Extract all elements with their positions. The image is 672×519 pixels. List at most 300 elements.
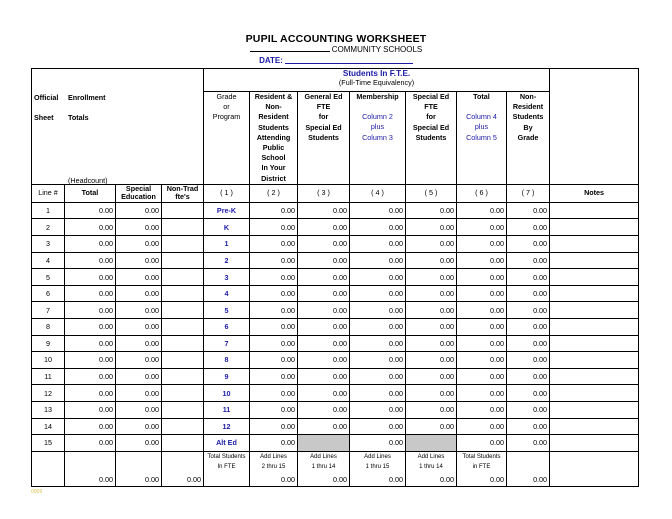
footer-label-line: Total Students <box>207 453 246 460</box>
cell-col5[interactable] <box>406 435 457 452</box>
nonres-header-line: Non- <box>519 92 537 101</box>
grade-header-line: Program <box>212 112 241 122</box>
cell-col4[interactable]: 0.00 <box>350 219 406 236</box>
footer-label-line: Total Students <box>462 453 501 460</box>
cell-total[interactable]: 0.00 <box>65 435 116 452</box>
cell-col6[interactable]: 0.00 <box>457 435 507 452</box>
cell-nontrad[interactable] <box>162 318 204 335</box>
cell-total[interactable]: 0.00 <box>65 385 116 402</box>
cell-grade: 7 <box>204 335 250 352</box>
cell-col4[interactable]: 0.00 <box>350 269 406 286</box>
cell-col5[interactable]: 0.00 <box>406 219 457 236</box>
cell-nontrad[interactable] <box>162 435 204 452</box>
total-header <box>457 92 507 185</box>
footer-value-c6[interactable]: 0.00 <box>457 473 507 486</box>
fte-header: Students In F.T.E. <box>342 69 411 78</box>
cell-col5[interactable]: 0.00 <box>406 352 457 369</box>
line-number: 6 <box>32 285 65 302</box>
footer-label-c6 <box>457 451 507 473</box>
worksheet-table <box>31 68 639 487</box>
cell-col2[interactable]: 0.00 <box>250 352 298 369</box>
cell-col6[interactable]: 0.00 <box>457 302 507 319</box>
footer-cell-nontrad <box>162 451 204 473</box>
cell-notes[interactable] <box>550 401 639 418</box>
cell-total[interactable]: 0.00 <box>65 202 116 219</box>
footer-label-line: in FTE <box>472 463 491 470</box>
cell-col3[interactable]: 0.00 <box>298 368 350 385</box>
table-row <box>32 385 639 402</box>
cell-col7[interactable]: 0.00 <box>507 236 550 253</box>
cell-col7[interactable]: 0.00 <box>507 285 550 302</box>
footer-value-special[interactable]: 0.00 <box>116 473 162 486</box>
sped-header-line: Students <box>415 132 447 142</box>
col-label-5: ( 5 ) <box>406 184 457 202</box>
table-row <box>32 418 639 435</box>
table-row <box>32 368 639 385</box>
line-number: 10 <box>32 352 65 369</box>
cell-col6[interactable]: 0.00 <box>457 269 507 286</box>
cell-col4[interactable]: 0.00 <box>350 302 406 319</box>
col-label-nontrad <box>162 184 204 202</box>
line-number: 2 <box>32 219 65 236</box>
cell-notes[interactable] <box>550 302 639 319</box>
cell-col7[interactable]: 0.00 <box>507 219 550 236</box>
nonres-header-line: Grade <box>517 132 539 142</box>
line-number: 15 <box>32 435 65 452</box>
line-number: 3 <box>32 236 65 253</box>
cell-col4[interactable]: 0.00 <box>350 202 406 219</box>
cell-col5[interactable]: 0.00 <box>406 252 457 269</box>
cell-col7[interactable]: 0.00 <box>507 335 550 352</box>
cell-col5[interactable]: 0.00 <box>406 401 457 418</box>
membership-header <box>350 92 406 185</box>
cell-special-ed[interactable]: 0.00 <box>116 435 162 452</box>
col-label-6: ( 6 ) <box>457 184 507 202</box>
footer-value-total[interactable]: 0.00 <box>65 473 116 486</box>
cell-col4[interactable]: 0.00 <box>350 252 406 269</box>
col-label-1: ( 1 ) <box>204 184 250 202</box>
cell-grade: 5 <box>204 302 250 319</box>
membership-header-line: Column 2 <box>362 112 393 122</box>
cell-col5[interactable]: 0.00 <box>406 385 457 402</box>
cell-notes[interactable] <box>550 236 639 253</box>
school-name-line <box>0 45 672 54</box>
resident-header <box>250 92 298 185</box>
cell-col3[interactable]: 0.00 <box>298 285 350 302</box>
table-row <box>32 401 639 418</box>
cell-grade: 12 <box>204 418 250 435</box>
table-row <box>32 219 639 236</box>
line-number: 9 <box>32 335 65 352</box>
cell-notes[interactable] <box>550 418 639 435</box>
col-label-notes: Notes <box>550 184 639 202</box>
gen-ed-header-line: FTE <box>316 102 331 112</box>
gen-ed-header-line: for <box>318 112 329 122</box>
cell-total[interactable]: 0.00 <box>65 335 116 352</box>
footer-value-line <box>32 473 65 486</box>
cell-col2[interactable]: 0.00 <box>250 219 298 236</box>
cell-notes[interactable] <box>550 252 639 269</box>
cell-total[interactable]: 0.00 <box>65 285 116 302</box>
sheet-label: Sheet <box>34 113 54 122</box>
col-label-total: Total <box>65 184 116 202</box>
resident-header-line: District <box>261 173 286 183</box>
footer-value-c7[interactable]: 0.00 <box>507 473 550 486</box>
total-header-title: Total <box>473 92 490 101</box>
table-row <box>32 202 639 219</box>
table-row <box>32 335 639 352</box>
cell-col4[interactable]: 0.00 <box>350 401 406 418</box>
worksheet-title: PUPIL ACCOUNTING WORKSHEET <box>245 33 427 45</box>
footer-label-line: 1 thru 14 <box>311 463 336 470</box>
footer-label-c4 <box>350 451 406 473</box>
resident-header-line: School <box>261 153 286 163</box>
cell-total[interactable]: 0.00 <box>65 352 116 369</box>
cell-col3[interactable]: 0.00 <box>298 269 350 286</box>
cell-special-ed[interactable]: 0.00 <box>116 368 162 385</box>
cell-col6[interactable]: 0.00 <box>457 252 507 269</box>
cell-col6[interactable]: 0.00 <box>457 335 507 352</box>
cell-col5[interactable]: 0.00 <box>406 285 457 302</box>
cell-total[interactable]: 0.00 <box>65 219 116 236</box>
cell-col6[interactable]: 0.00 <box>457 368 507 385</box>
membership-header-line: plus <box>370 122 385 132</box>
footer-cell-notes <box>550 451 639 473</box>
cell-special-ed[interactable]: 0.00 <box>116 285 162 302</box>
cell-total[interactable]: 0.00 <box>65 401 116 418</box>
cell-col5[interactable]: 0.00 <box>406 368 457 385</box>
footer-label-grade <box>204 451 250 473</box>
cell-col2[interactable]: 0.00 <box>250 385 298 402</box>
table-row <box>32 269 639 286</box>
footer-cell-total <box>65 451 116 473</box>
cell-special-ed[interactable]: 0.00 <box>116 202 162 219</box>
cell-col3[interactable]: 0.00 <box>298 219 350 236</box>
cell-col2[interactable]: 0.00 <box>250 318 298 335</box>
cell-nontrad[interactable] <box>162 418 204 435</box>
line-number: 4 <box>32 252 65 269</box>
cell-col7[interactable]: 0.00 <box>507 202 550 219</box>
cell-col5[interactable]: 0.00 <box>406 335 457 352</box>
cell-notes[interactable] <box>550 202 639 219</box>
cell-nontrad[interactable] <box>162 285 204 302</box>
cell-notes[interactable] <box>550 269 639 286</box>
table-row <box>32 435 639 452</box>
cell-col7[interactable]: 0.00 <box>507 318 550 335</box>
cell-nontrad[interactable] <box>162 252 204 269</box>
cell-notes[interactable] <box>550 335 639 352</box>
gen-ed-fte-header <box>298 92 350 185</box>
enrollment-label: Enrollment <box>68 93 106 102</box>
cell-special-ed[interactable]: 0.00 <box>116 318 162 335</box>
headcount-label: (Headcount) <box>68 176 108 185</box>
nonresident-header <box>507 92 550 185</box>
grade-header-line: Grade <box>216 92 237 101</box>
footer-value-notes[interactable] <box>550 473 639 486</box>
cell-nontrad[interactable] <box>162 368 204 385</box>
cell-col2[interactable]: 0.00 <box>250 302 298 319</box>
footer-label-line: Add Lines <box>417 453 445 460</box>
cell-nontrad[interactable] <box>162 302 204 319</box>
cell-col4[interactable]: 0.00 <box>350 435 406 452</box>
cell-special-ed[interactable]: 0.00 <box>116 236 162 253</box>
cell-special-ed[interactable]: 0.00 <box>116 418 162 435</box>
cell-col2[interactable]: 0.00 <box>250 335 298 352</box>
cell-nontrad[interactable] <box>162 236 204 253</box>
cell-nontrad[interactable] <box>162 401 204 418</box>
cell-col4[interactable]: 0.00 <box>350 352 406 369</box>
cell-grade: K <box>204 219 250 236</box>
school-name-blank[interactable] <box>250 51 330 52</box>
nonres-header-line: Resident <box>512 102 544 112</box>
cell-col4[interactable]: 0.00 <box>350 318 406 335</box>
cell-grade: 6 <box>204 318 250 335</box>
col-label-2: ( 2 ) <box>250 184 298 202</box>
cell-grade: 4 <box>204 285 250 302</box>
cell-col6[interactable]: 0.00 <box>457 219 507 236</box>
subtitle: COMMUNITY SCHOOLS <box>331 45 423 54</box>
footer-label-line: 2 thru 15 <box>261 463 286 470</box>
cell-col2[interactable]: 0.00 <box>250 418 298 435</box>
cell-col6[interactable]: 0.00 <box>457 401 507 418</box>
fte-caption <box>204 69 550 92</box>
table-row <box>32 302 639 319</box>
official-label: Official <box>34 93 59 102</box>
cell-col4[interactable]: 0.00 <box>350 335 406 352</box>
cell-col6[interactable]: 0.00 <box>457 385 507 402</box>
col-label-nontrad-line: Non-Trad <box>166 184 199 194</box>
cell-grade: 8 <box>204 352 250 369</box>
footer-label-line: 1 thru 15 <box>365 463 390 470</box>
cell-special-ed[interactable]: 0.00 <box>116 401 162 418</box>
cell-col7[interactable]: 0.00 <box>507 435 550 452</box>
cell-nontrad[interactable] <box>162 335 204 352</box>
col-label-special <box>116 184 162 202</box>
resident-header-line: Students <box>258 122 289 132</box>
table-row <box>32 252 639 269</box>
date-blank[interactable] <box>285 63 413 64</box>
cell-col5[interactable]: 0.00 <box>406 236 457 253</box>
cell-nontrad[interactable] <box>162 269 204 286</box>
cell-col7[interactable]: 0.00 <box>507 252 550 269</box>
cell-col3[interactable]: 0.00 <box>298 352 350 369</box>
cell-col4[interactable]: 0.00 <box>350 285 406 302</box>
fte-subheader: (Full-Time Equivalency) <box>338 78 415 87</box>
cell-special-ed[interactable]: 0.00 <box>116 219 162 236</box>
gen-ed-header-line: Special Ed <box>305 122 342 132</box>
resident-header-line: Resident & <box>254 92 293 101</box>
membership-header-line: Column 3 <box>362 132 393 142</box>
cell-grade: Pre-K <box>204 202 250 219</box>
cell-col5[interactable]: 0.00 <box>406 318 457 335</box>
col-label-line: Line # <box>32 184 65 202</box>
totals-label: Totals <box>68 113 89 122</box>
left-header-block <box>32 69 204 185</box>
cell-col7[interactable]: 0.00 <box>507 401 550 418</box>
cell-col2[interactable]: 0.00 <box>250 401 298 418</box>
cell-col7[interactable]: 0.00 <box>507 418 550 435</box>
cell-col7[interactable]: 0.00 <box>507 385 550 402</box>
footer-cell-c7 <box>507 451 550 473</box>
grade-header-line: or <box>223 102 230 112</box>
cell-nontrad[interactable] <box>162 202 204 219</box>
cell-col2[interactable]: 0.00 <box>250 368 298 385</box>
cell-total[interactable]: 0.00 <box>65 236 116 253</box>
sped-header-line: Special Ed <box>412 92 450 101</box>
col-label-special-line: Special <box>125 184 152 194</box>
cell-nontrad[interactable] <box>162 352 204 369</box>
cell-col3[interactable]: 0.00 <box>298 202 350 219</box>
footnote: 0009 <box>31 489 43 495</box>
cell-grade: 10 <box>204 385 250 402</box>
cell-notes[interactable] <box>550 318 639 335</box>
resident-header-line: Non- <box>265 102 282 112</box>
cell-col2[interactable]: 0.00 <box>250 269 298 286</box>
cell-col7[interactable]: 0.00 <box>507 352 550 369</box>
cell-col2[interactable]: 0.00 <box>250 202 298 219</box>
total-header-line: Column 5 <box>466 132 497 142</box>
sped-header-line: Special Ed <box>412 122 450 132</box>
cell-col2[interactable]: 0.00 <box>250 285 298 302</box>
col-label-7: ( 7 ) <box>507 184 550 202</box>
nonres-header-line: By <box>523 122 533 132</box>
cell-col4[interactable]: 0.00 <box>350 418 406 435</box>
cell-col3[interactable]: 0.00 <box>298 418 350 435</box>
cell-col2[interactable]: 0.00 <box>250 435 298 452</box>
cell-notes[interactable] <box>550 219 639 236</box>
cell-grade: 9 <box>204 368 250 385</box>
line-number: 1 <box>32 202 65 219</box>
footer-label-c3 <box>298 451 350 473</box>
cell-col6[interactable]: 0.00 <box>457 285 507 302</box>
footer-value-c4[interactable]: 0.00 <box>350 473 406 486</box>
grade-header <box>204 92 250 185</box>
col-label-3: ( 3 ) <box>298 184 350 202</box>
cell-col5[interactable]: 0.00 <box>406 269 457 286</box>
cell-total[interactable]: 0.00 <box>65 318 116 335</box>
cell-col4[interactable]: 0.00 <box>350 385 406 402</box>
cell-col2[interactable]: 0.00 <box>250 236 298 253</box>
cell-col6[interactable]: 0.00 <box>457 202 507 219</box>
cell-special-ed[interactable]: 0.00 <box>116 269 162 286</box>
cell-grade: Alt Ed <box>204 435 250 452</box>
cell-grade: 11 <box>204 401 250 418</box>
cell-grade: 1 <box>204 236 250 253</box>
cell-col5[interactable]: 0.00 <box>406 202 457 219</box>
footer-value-grade <box>204 473 250 486</box>
cell-notes[interactable] <box>550 285 639 302</box>
cell-notes[interactable] <box>550 368 639 385</box>
cell-total[interactable]: 0.00 <box>65 269 116 286</box>
cell-grade: 3 <box>204 269 250 286</box>
line-number: 12 <box>32 385 65 402</box>
cell-col5[interactable]: 0.00 <box>406 302 457 319</box>
cell-special-ed[interactable]: 0.00 <box>116 385 162 402</box>
cell-col6[interactable]: 0.00 <box>457 352 507 369</box>
cell-col3[interactable]: 0.00 <box>298 401 350 418</box>
resident-header-line: Resident <box>258 112 289 122</box>
footer-label-c2 <box>250 451 298 473</box>
membership-header-title: Membership <box>356 92 399 101</box>
footer-label-line: Add Lines <box>310 453 337 460</box>
cell-notes[interactable] <box>550 385 639 402</box>
footer-label-line: Add Lines <box>260 453 287 460</box>
cell-notes[interactable] <box>550 435 639 452</box>
line-number: 5 <box>32 269 65 286</box>
cell-col6[interactable]: 0.00 <box>457 236 507 253</box>
total-header-line: Column 4 <box>466 112 497 122</box>
resident-header-line: In Your <box>261 163 286 173</box>
table-row <box>32 285 639 302</box>
footer-cell-line <box>32 451 65 473</box>
footer-value-c5[interactable]: 0.00 <box>406 473 457 486</box>
cell-col3[interactable]: 0.00 <box>298 302 350 319</box>
cell-col4[interactable]: 0.00 <box>350 368 406 385</box>
date-line <box>0 56 672 65</box>
table-row <box>32 236 639 253</box>
footer-value-c2[interactable]: 0.00 <box>250 473 298 486</box>
col-label-4: ( 4 ) <box>350 184 406 202</box>
cell-col7[interactable]: 0.00 <box>507 368 550 385</box>
footer-value-c3[interactable]: 0.00 <box>298 473 350 486</box>
table-row <box>32 318 639 335</box>
cell-special-ed[interactable]: 0.00 <box>116 302 162 319</box>
gen-ed-header-line: General Ed <box>304 92 343 101</box>
date-label: DATE: <box>259 56 283 65</box>
cell-col3[interactable]: 0.00 <box>298 335 350 352</box>
footer-label-line: 1 thru 14 <box>419 463 443 470</box>
footer-cell-special <box>116 451 162 473</box>
line-number: 14 <box>32 418 65 435</box>
notes-header-space <box>550 69 639 185</box>
cell-col7[interactable]: 0.00 <box>507 269 550 286</box>
cell-special-ed[interactable]: 0.00 <box>116 352 162 369</box>
cell-col5[interactable]: 0.00 <box>406 418 457 435</box>
nonres-header-line: Students <box>512 112 544 122</box>
cell-col3[interactable]: 0.00 <box>298 252 350 269</box>
cell-col3[interactable]: 0.00 <box>298 236 350 253</box>
line-number: 8 <box>32 318 65 335</box>
cell-total[interactable]: 0.00 <box>65 302 116 319</box>
cell-col4[interactable]: 0.00 <box>350 236 406 253</box>
footer-label-line: Add Lines <box>364 453 391 460</box>
cell-grade: 2 <box>204 252 250 269</box>
cell-notes[interactable] <box>550 352 639 369</box>
footer-label-c5 <box>406 451 457 473</box>
cell-col3[interactable] <box>298 435 350 452</box>
cell-nontrad[interactable] <box>162 385 204 402</box>
cell-col7[interactable]: 0.00 <box>507 302 550 319</box>
gen-ed-header-line: Students <box>308 132 339 142</box>
line-number: 11 <box>32 368 65 385</box>
sped-fte-header <box>406 92 457 185</box>
cell-total[interactable]: 0.00 <box>65 368 116 385</box>
col-label-special-line: Education <box>121 192 156 202</box>
cell-col2[interactable]: 0.00 <box>250 252 298 269</box>
line-number: 7 <box>32 302 65 319</box>
sped-header-line: for <box>426 112 436 122</box>
cell-col6[interactable]: 0.00 <box>457 318 507 335</box>
cell-col3[interactable]: 0.00 <box>298 318 350 335</box>
cell-nontrad[interactable] <box>162 219 204 236</box>
footer-value-nontrad[interactable]: 0.00 <box>162 473 204 486</box>
cell-total[interactable]: 0.00 <box>65 252 116 269</box>
cell-col6[interactable]: 0.00 <box>457 418 507 435</box>
cell-total[interactable]: 0.00 <box>65 418 116 435</box>
cell-col3[interactable]: 0.00 <box>298 385 350 402</box>
cell-special-ed[interactable]: 0.00 <box>116 252 162 269</box>
cell-special-ed[interactable]: 0.00 <box>116 335 162 352</box>
